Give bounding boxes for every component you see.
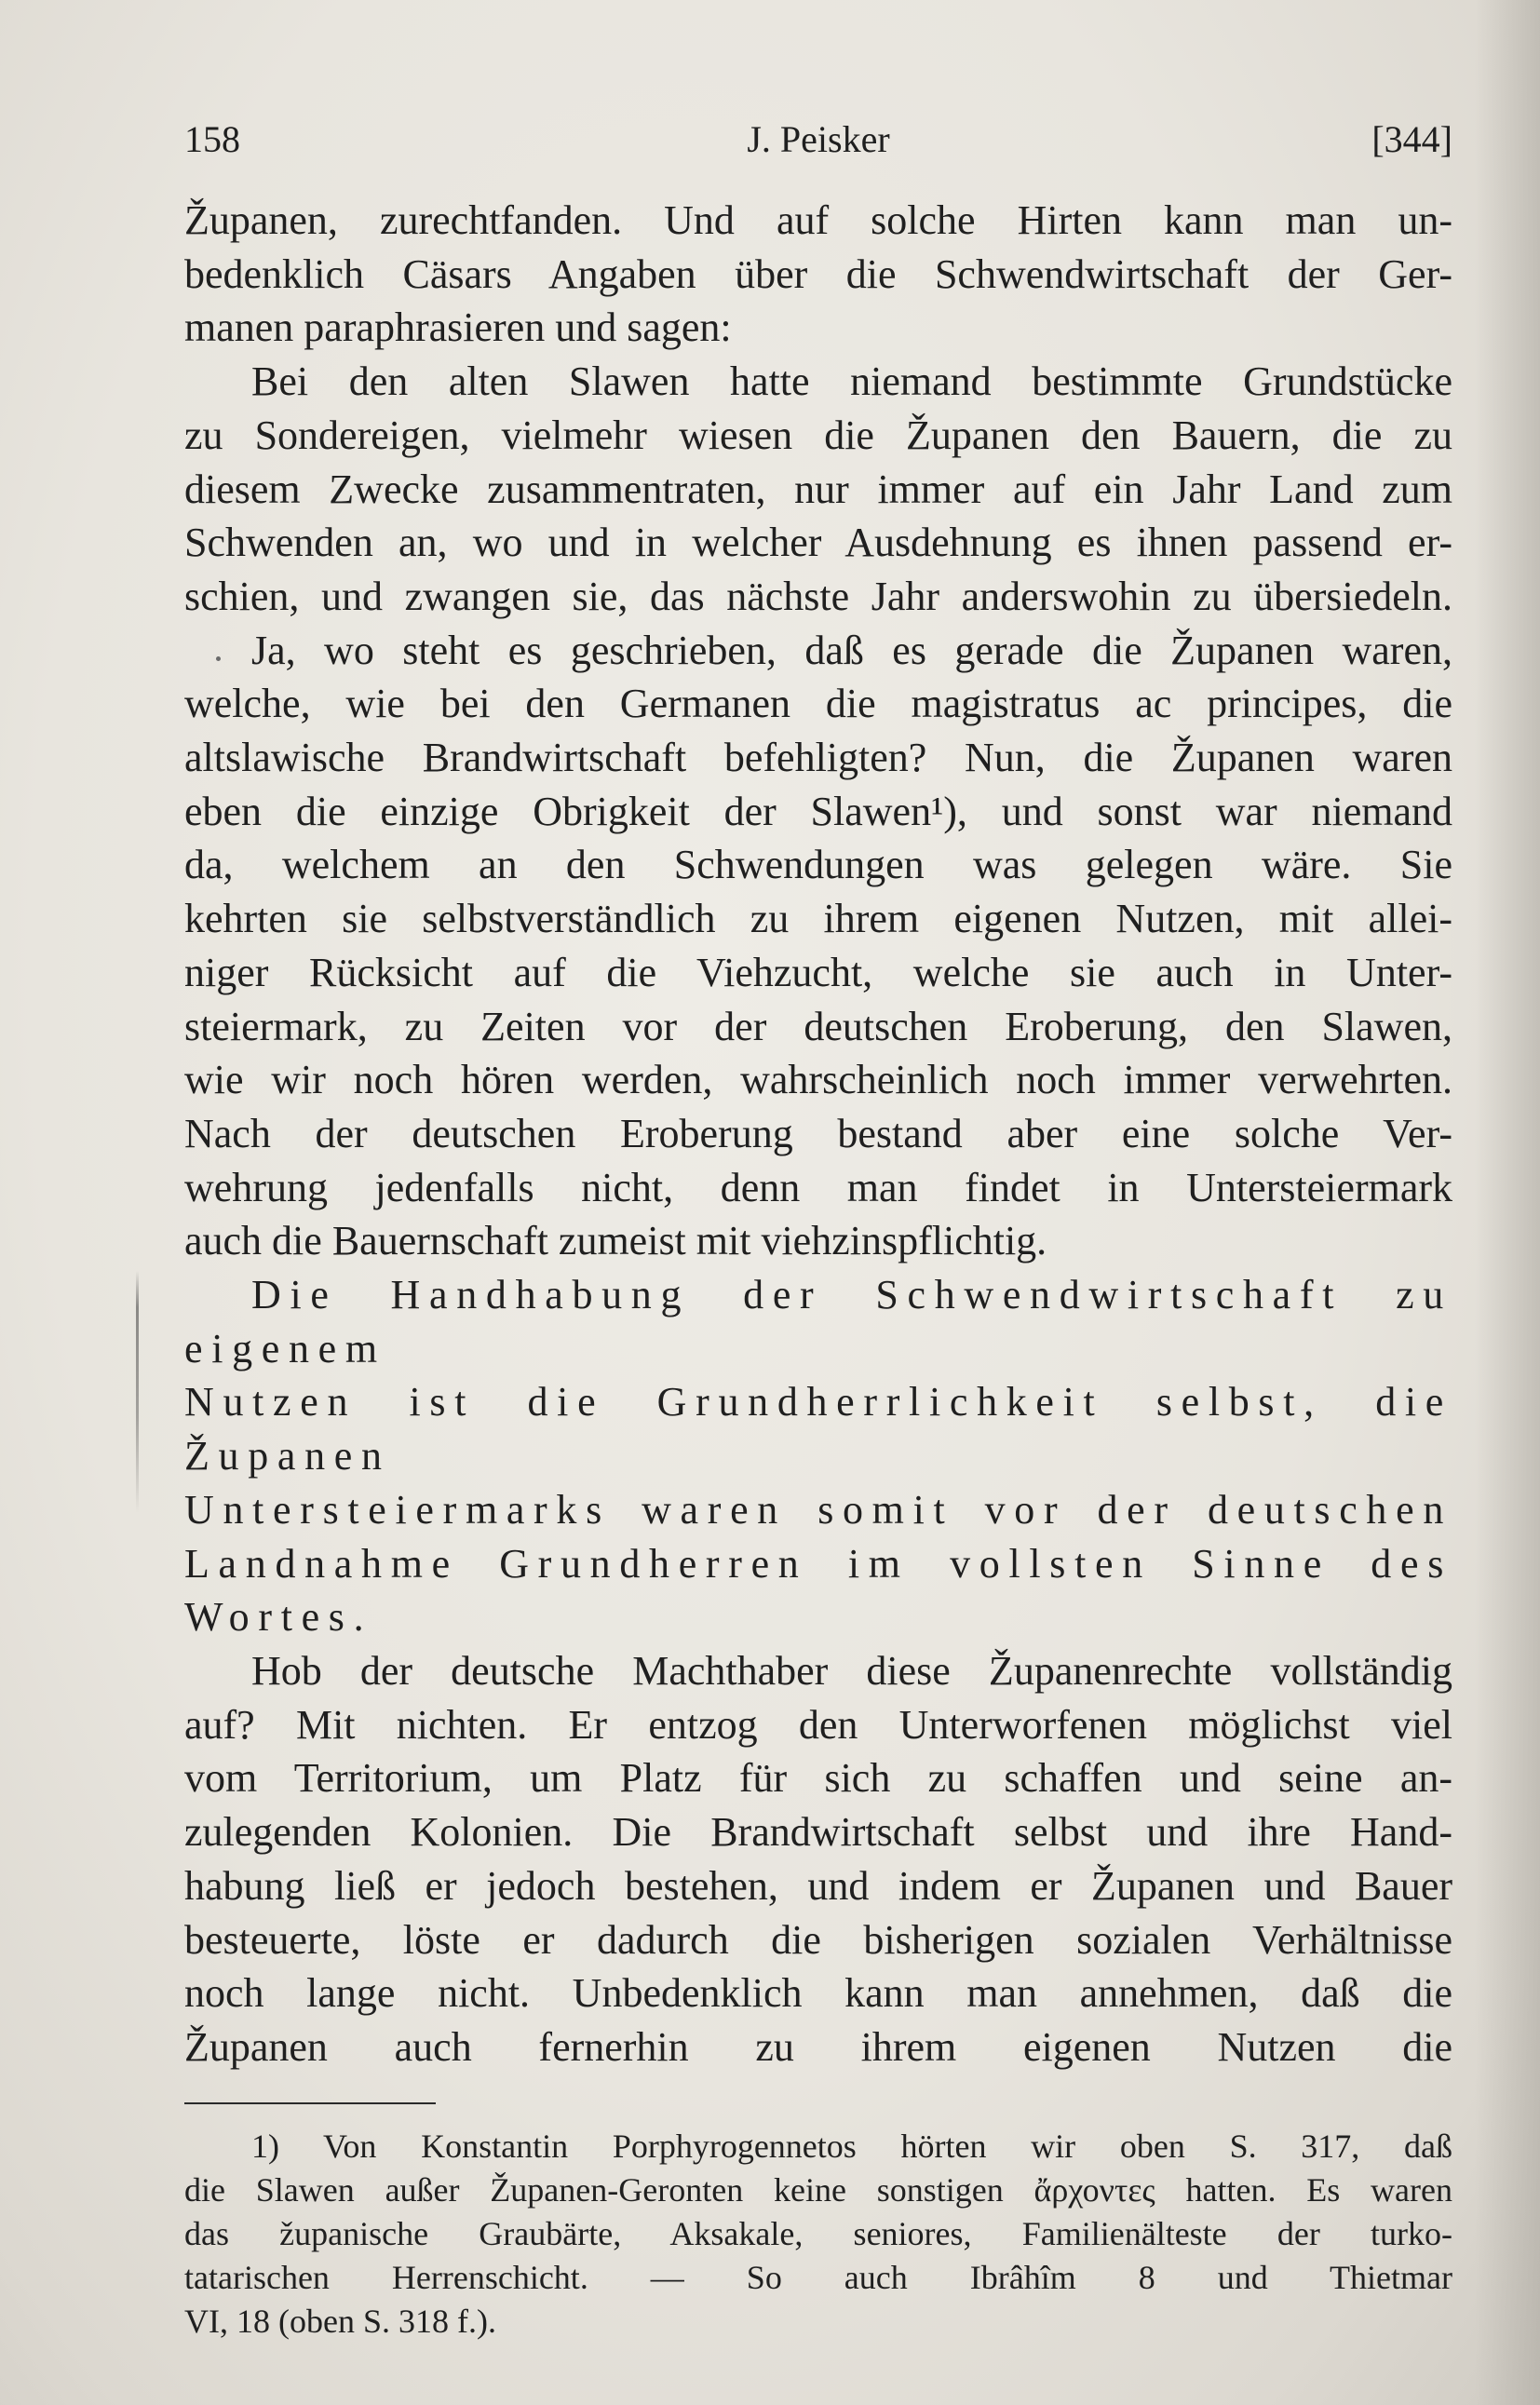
text-line: eben die einzige Obrigkeit der Slawen¹), und sonst war niemand xyxy=(184,788,1452,834)
text-line: wehrung jedenfalls nicht, denn man findet in Untersteiermark xyxy=(184,1164,1452,1210)
text-line: Nach der deutschen Eroberung bestand aber eine solche Ver- xyxy=(184,1110,1452,1156)
page-number: 158 xyxy=(184,118,240,160)
text-line: Untersteiermarks waren somit vor der deutschen xyxy=(184,1486,1452,1533)
text-line: diesem Zwecke zusammentraten, nur immer auf ein Jahr Land zum xyxy=(184,466,1452,512)
text-line: vom Territorium, um Platz für sich zu schaffen und seine an- xyxy=(184,1755,1452,1802)
running-head: J. Peisker xyxy=(747,118,890,160)
text-line: kehrten sie selbstverständlich zu ihrem eigenen Nutzen, mit allei- xyxy=(184,896,1452,942)
text-line: bedenklich Cäsars Angaben über die Schwendwirtschaft der Ger- xyxy=(184,250,1452,297)
text-line: schien, und zwangen sie, das nächste Jahr anderswohin zu übersiedeln. xyxy=(184,573,1452,619)
footnote-line: tatarischen Herrenschicht. — So auch Ibrâhîm 8 und Thietmar xyxy=(184,2258,1452,2296)
text-line: Bei den alten Slawen hatte niemand bestimmte Grundstücke xyxy=(251,358,1452,405)
text-line: da, welchem an den Schwendungen was gelegen wäre. Sie xyxy=(184,842,1452,888)
text-line: auch die Bauernschaft zumeist mit viehzinspflichtig. xyxy=(184,1218,1047,1264)
body-text xyxy=(184,194,1452,2074)
text-block xyxy=(184,112,1452,2344)
footnote-line: 1) Von Konstantin Porphyrogennetos hörten wir oben S. 317, daß xyxy=(251,2127,1452,2165)
text-line: welche, wie bei den Germanen die magistratus ac principes, die xyxy=(184,681,1452,727)
text-line: Die Handhabung der Schwendwirtschaft zu eigenem xyxy=(184,1272,1452,1371)
pencil-margin-mark xyxy=(136,1271,139,1513)
emphasized-paragraph xyxy=(184,1268,1452,1644)
footnote-line: das županische Graubärte, Aksakale, seniores, Familienälteste der turko- xyxy=(184,2214,1452,2252)
text-line: zu Sondereigen, vielmehr wiesen die Županen den Bauern, die zu xyxy=(184,412,1452,458)
text-line: habung ließ er jedoch bestehen, und indem er Županen und Bauer xyxy=(184,1862,1452,1909)
text-line: Nutzen ist die Grundherrlichkeit selbst, die Županen xyxy=(184,1379,1452,1479)
text-line: Landnahme Grundherren im vollsten Sinne des Wortes. xyxy=(184,1540,1452,1641)
footnote-line: die Slawen außer Županen-Geronten keine sonstigen ἄρχοντες hatten. Es waren xyxy=(184,2170,1452,2209)
text-line: besteuerte, löste er dadurch die bisherigen sozialen Verhältnisse xyxy=(184,1916,1452,1963)
paragraph xyxy=(184,1644,1452,2074)
footnote-rule xyxy=(184,2102,436,2104)
footnote xyxy=(184,2125,1452,2344)
text-line: Schwenden an, wo und in welcher Ausdehnung es ihnen passend er- xyxy=(184,520,1452,566)
text-line: steiermark, zu Zeiten vor der deutschen Eroberung, den Slawen, xyxy=(184,1003,1452,1049)
text-line: wie wir noch hören werden, wahrscheinlich noch immer verwehrten. xyxy=(184,1057,1452,1103)
text-line: Hob der deutsche Machthaber diese Županenrechte vollständig xyxy=(251,1647,1452,1694)
text-line: Županen auch fernerhin zu ihrem eigenen Nutzen die xyxy=(184,2023,1452,2070)
paragraph xyxy=(184,355,1452,624)
text-line: Županen, zurechtfanden. Und auf solche Hirten kann man un- xyxy=(184,197,1452,243)
text-line: Ja, wo steht es geschrieben, daß es gerade die Županen waren, xyxy=(251,627,1452,673)
text-line: manen paraphrasieren und sagen: xyxy=(184,304,732,351)
paragraph xyxy=(184,194,1452,355)
page-header xyxy=(184,112,1452,168)
text-line: zulegenden Kolonien. Die Brandwirtschaft selbst und ihre Hand- xyxy=(184,1809,1452,1856)
paragraph xyxy=(184,624,1452,1268)
footnote-line: VI, 18 (oben S. 318 f.). xyxy=(184,2302,496,2340)
section-number: [344] xyxy=(1371,118,1452,160)
text-line: auf? Mit nichten. Er entzog den Unterworfenen möglichst viel xyxy=(184,1701,1452,1748)
text-line: altslawische Brandwirtschaft befehligten? Nun, die Županen waren xyxy=(184,735,1452,781)
text-line: noch lange nicht. Unbedenklich kann man annehmen, daß die xyxy=(184,1970,1452,2017)
text-line: niger Rücksicht auf die Viehzucht, welche sie auch in Unter- xyxy=(184,949,1452,995)
page-gutter-shadow xyxy=(1475,0,1540,2405)
